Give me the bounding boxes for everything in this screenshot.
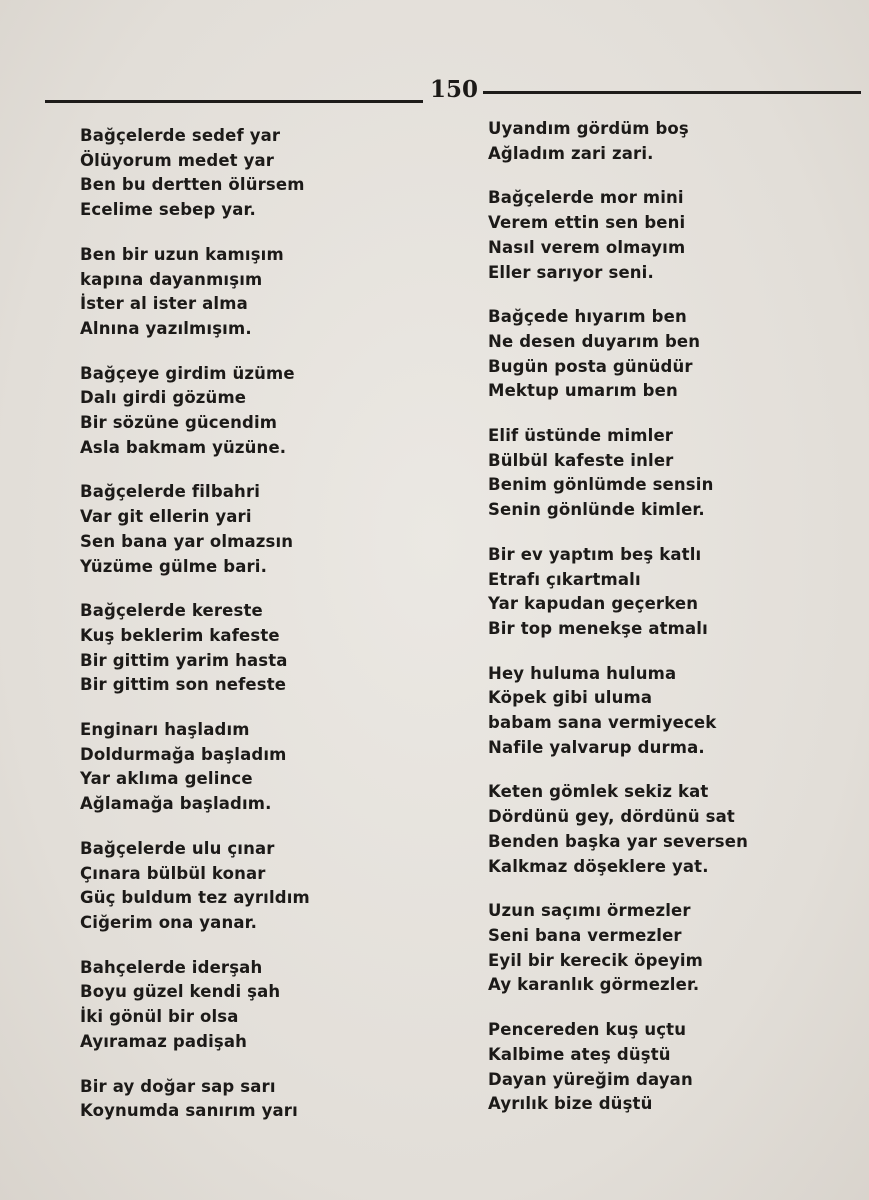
verse-line: Bir sözüne gücendim [80,413,278,433]
verse-line: Bir gittim son nefeste [80,675,287,695]
stanza [80,837,310,936]
verse-line: Var git ellerin yari [80,507,252,527]
verse-line: Bağçelerde kereste [80,601,263,621]
verse-line: Dayan yüreğim dayan [488,1069,693,1089]
verse-line: Yar aklıma gelince [80,769,253,789]
verse-line: Köpek gibi uluma [488,688,653,708]
verse-line: Bağçelerde filbahri [80,482,261,502]
verse-line: İki gönül bir olsa [80,1007,239,1027]
verse-line: Ölüyorum medet yar [80,150,275,170]
left-poem-column [80,124,310,1144]
verse-line: Ben bu dertten ölürsem [80,175,305,195]
verse-line: Koynumda sanırım yarı [80,1101,298,1121]
verse-line: Bağçelerde sedef yar [80,126,281,145]
verse-line: Eyil bir kerecik öpeyim [488,950,704,970]
verse-line: Bir top menekşe atmalı [488,618,708,638]
stanza [488,543,748,642]
stanza [488,662,748,761]
verse-line: Doldurmağa başladım [80,744,287,764]
verse-line: Elif üstünde mimler [488,426,674,446]
verse-line: Eller sarıyor seni. [488,262,654,282]
verse-line: Bağçeye girdim üzüme [80,363,295,383]
verse-line: Yüzüme gülme bari. [80,556,268,576]
verse-line: Yar kapudan geçerken [488,594,699,614]
verse-line: Bahçelerde iderşah [80,957,263,977]
verse-line: Uyandım gördüm boş [488,119,689,138]
verse-line: Dalı girdi gözüme [80,388,247,408]
verse-line: Ağlamağa başladım. [80,794,272,814]
stanza [80,243,310,342]
verse-line: Güç buldum tez ayrıldım [80,888,310,908]
stanza [80,599,310,698]
verse-line: Bir ev yaptım beş katlı [488,544,702,564]
verse-line: Benden başka yar seversen [488,831,748,851]
verse-line: Kuş beklerim kafeste [80,625,280,645]
verse-line: babam sana vermiyecek [488,713,717,733]
verse-line: kapına dayanmışım [80,269,263,289]
verse-line: Nafile yalvarup durma. [488,737,705,757]
verse-line: Bugün posta günüdür [488,356,693,376]
stanza [80,362,310,461]
verse-line: Bağçede hıyarım ben [488,307,687,327]
header-rule-right [483,91,861,94]
verse-line: Ben bir uzun kamışım [80,244,284,264]
verse-line: Nasıl verem olmayım [488,237,686,257]
verse-line: Asla bakmam yüzüne. [80,437,287,457]
verse-line: Çınara bülbül konar [80,863,266,883]
verse-line: Bir gittim yarim hasta [80,650,288,670]
verse-line: Pencereden kuş uçtu [488,1020,687,1040]
verse-line: Ay karanlık görmezler. [488,975,700,995]
verse-line: Boyu güzel kendi şah [80,982,281,1002]
verse-line: Bir ay doğar sap sarı [80,1076,276,1096]
stanza [80,718,310,817]
verse-line: Uzun saçımı örmezler [488,901,691,921]
stanza [80,124,310,223]
verse-line: Dördünü gey, dördünü sat [488,807,735,827]
header-rule-left [45,100,423,103]
right-poem-column [488,117,748,1137]
verse-line: İster al ister alma [80,294,248,314]
verse-line: Hey huluma huluma [488,663,677,683]
stanza [80,480,310,579]
verse-line: Bağçelerde mor mini [488,188,684,208]
verse-line: Ecelime sebep yar. [80,200,256,220]
stanza [80,1075,310,1124]
verse-line: Ayrılık bize düştü [488,1094,653,1114]
stanza [488,899,748,998]
verse-line: Keten gömlek sekiz kat [488,782,709,802]
verse-line: Sen bana yar olmazsın [80,531,294,551]
stanza [488,780,748,879]
verse-line: Kalbime ateş düştü [488,1044,671,1064]
stanza [488,117,748,166]
stanza [488,305,748,404]
verse-line: Bağçelerde ulu çınar [80,838,275,858]
stanza [80,956,310,1055]
page-number: 150 [429,76,478,103]
verse-line: Senin gönlünde kimler. [488,500,705,520]
verse-line: Verem ettin sen beni [488,213,686,233]
verse-line: Ciğerim ona yanar. [80,912,257,932]
verse-line: Ne desen duyarım ben [488,331,701,351]
verse-line: Alnına yazılmışım. [80,318,252,338]
stanza [488,186,748,285]
stanza [488,424,748,523]
verse-line: Seni bana vermezler [488,925,682,945]
stanza [488,1018,748,1117]
verse-line: Ayıramaz padişah [80,1031,248,1051]
verse-line: Etrafı çıkartmalı [488,569,641,589]
verse-line: Benim gönlümde sensin [488,475,714,495]
verse-line: Kalkmaz döşeklere yat. [488,856,709,876]
verse-line: Bülbül kafeste inler [488,450,674,470]
verse-line: Mektup umarım ben [488,381,678,401]
verse-line: Ağladım zari zari. [488,143,654,163]
verse-line: Enginarı haşladım [80,720,250,740]
